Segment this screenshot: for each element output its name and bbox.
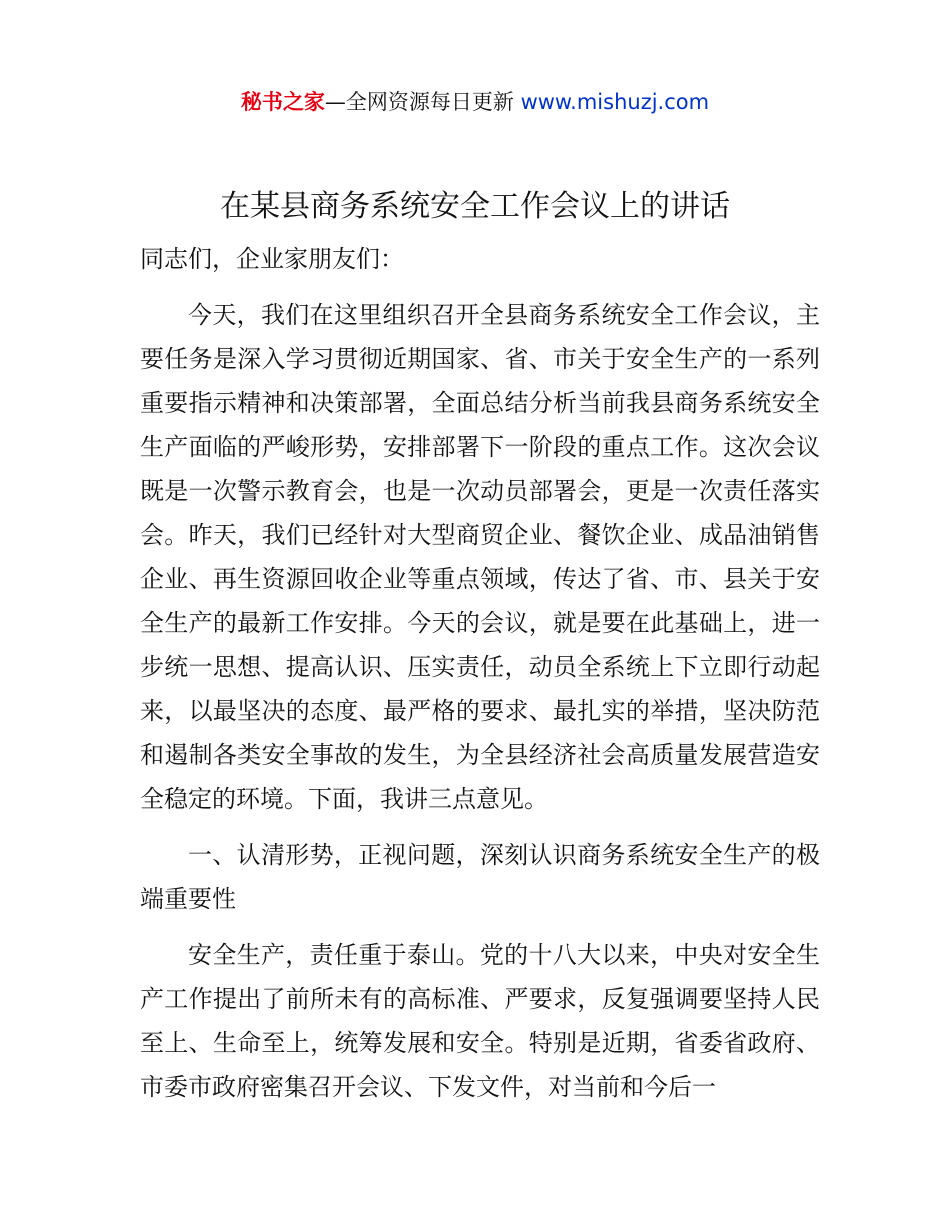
section-heading-1: 一、认清形势，正视问题，深刻认识商务系统安全生产的极端重要性 bbox=[140, 841, 820, 913]
site-header bbox=[0, 86, 950, 118]
document-body bbox=[140, 237, 820, 1121]
site-brand: 秘书之家 bbox=[240, 90, 325, 114]
paragraph-section-1: 安全生产，责任重于泰山。党的十八大以来，中央对安全生产工作提出了前所未有的高标准、严要求，反复强调要坚持人民至上、生命至上，统筹发展和安全。特别是近期，省委省政府、市委市政府密集召开会议、下发文件，对当前和今后一 bbox=[140, 941, 820, 1101]
site-tagline: —全网资源每日更新 bbox=[324, 90, 521, 114]
paragraph-intro: 今天，我们在这里组织召开全县商务系统安全工作会议，主要任务是深入学习贯彻近期国家、省、市关于安全生产的一系列重要指示精神和决策部署，全面总结分析当前我县商务系统安全生产面临的严峻形势，安排部署下一阶段的重点工作。这次会议既是一次警示教育会，也是一次动员部署会，更是一次责任落实会。昨天，我们已经针对大型商贸企业、餐饮企业、成品油销售企业、再生资源回收企业等重点领域，传达了省、市、县关于安全生产的最新工作安排。今天的会议，就是要在此基础上，进一步统一思想、提高认识、压实责任，动员全系统上下立即行动起来，以最坚决的态度、最严格的要求、最扎实的举措，坚决防范和遏制各类安全事故的发生，为全县经济社会高质量发展营造安全稳定的环境。下面，我讲三点意见。 bbox=[140, 301, 820, 813]
site-url-link[interactable]: www.mishuzj.com bbox=[520, 90, 710, 114]
salutation: 同志们，企业家朋友们： bbox=[140, 245, 404, 273]
document-title: 在某县商务系统安全工作会议上的讲话 bbox=[220, 189, 730, 224]
